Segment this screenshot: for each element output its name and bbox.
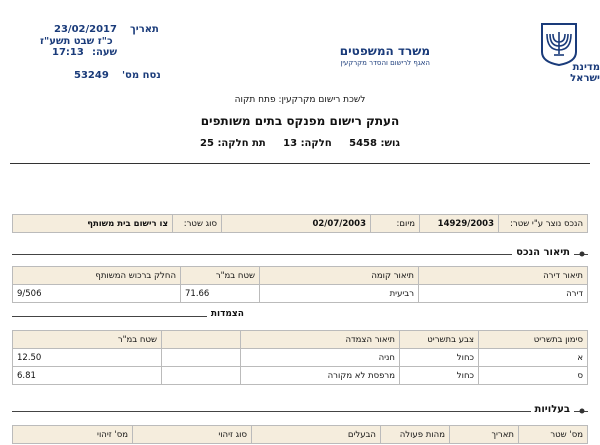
deed-date-value: 02/07/2003 (222, 215, 371, 233)
date-label: תאריך (130, 24, 159, 35)
time-label: שעה: (92, 47, 118, 58)
attachment-cell: 6.81 (13, 367, 162, 385)
asset-section-heading (12, 247, 588, 261)
attachments-header: צבע בתשריט (400, 331, 479, 349)
asset-section-title: תיאור הנכס (512, 247, 574, 258)
ownership-header: תאריך (450, 426, 519, 444)
ownership-header: הבעלים (252, 426, 381, 444)
menorah-emblem-icon (540, 22, 578, 66)
divider (10, 163, 590, 164)
ministry-subtitle: האגף לרישום והסדר מקרקעין (340, 59, 430, 67)
deed-table (12, 214, 588, 233)
attachment-cell: א (479, 349, 588, 367)
state-name: מדינת ישראל (570, 62, 600, 84)
ministry-block (230, 44, 430, 67)
attachments-header: תיאור הצמדה (241, 331, 400, 349)
ownership-header: מס' זיהוי (13, 426, 133, 444)
office-name: לשכת רישום מקרקעין: פתח תקוה (234, 95, 366, 105)
deed-type-label: סוג שטר: (173, 215, 222, 233)
attachments-table (12, 330, 588, 385)
asset-cell: 9/506 (13, 285, 181, 303)
version-label: נסח מס' (122, 70, 161, 81)
asset-table (12, 266, 588, 303)
ownership-section-heading (12, 404, 588, 418)
helka-label: חלקה: (300, 138, 332, 149)
attachment-cell: 12.50 (13, 349, 162, 367)
asset-cell: 71.66 (181, 285, 260, 303)
ownership-header: סוג זיהוי (133, 426, 252, 444)
attachment-cell: כחול (400, 367, 479, 385)
hebrew-date: כ"ז שבט תשע"ז (40, 36, 113, 47)
date-value: 23/02/2017 (54, 24, 117, 35)
tat-helka-label: תת חלקה: (217, 138, 266, 149)
attachment-cell (162, 349, 241, 367)
asset-cell: רביעית (260, 285, 419, 303)
asset-cell: דירה (419, 285, 588, 303)
gush-value: 5458 (349, 138, 377, 149)
attachment-cell: מרפסת לא מקורה (241, 367, 400, 385)
attachments-header: סימון בתשריט (479, 331, 588, 349)
helka-value: 13 (283, 138, 298, 149)
tat-helka-value: 25 (200, 138, 214, 149)
attachment-cell: כחול (400, 349, 479, 367)
bullet-icon (578, 250, 586, 258)
deed-type-value: צו רישום בית משותף (13, 215, 173, 233)
attachment-cell: חניה (241, 349, 400, 367)
deed-label: הנכס נוצר ע"י שטר: (499, 215, 588, 233)
ownership-table (12, 425, 588, 444)
asset-header: החלק ברכוש המשותף (13, 267, 181, 285)
attachments-section-title: הצמדות (207, 309, 248, 319)
bullet-icon (578, 407, 586, 415)
gush-label: גוש: (380, 138, 400, 149)
attachment-cell (162, 367, 241, 385)
deed-date-label: מיום: (371, 215, 420, 233)
ownership-section-title: בעלויות (531, 404, 574, 415)
ministry-name: משרד המשפטים (339, 44, 430, 58)
attachment-cell: ס (479, 367, 588, 385)
ownership-header: מהות פעולה (381, 426, 450, 444)
ownership-header: מס' שטר (519, 426, 588, 444)
version-value: 53249 (74, 70, 109, 81)
asset-header: תיאור קומה (260, 267, 419, 285)
time-value: 17:13 (52, 47, 84, 58)
attachments-section-heading (12, 309, 588, 323)
asset-header: שטח במ"ר (181, 267, 260, 285)
attachments-header (162, 331, 241, 349)
document-title: העתק רישום מפנקס בתים משותפים (200, 114, 400, 128)
parcel-line (0, 138, 600, 149)
deed-value: 14929/2003 (420, 215, 499, 233)
attachments-header: שטח במ"ר (13, 331, 162, 349)
asset-header: תיאור דירה (419, 267, 588, 285)
